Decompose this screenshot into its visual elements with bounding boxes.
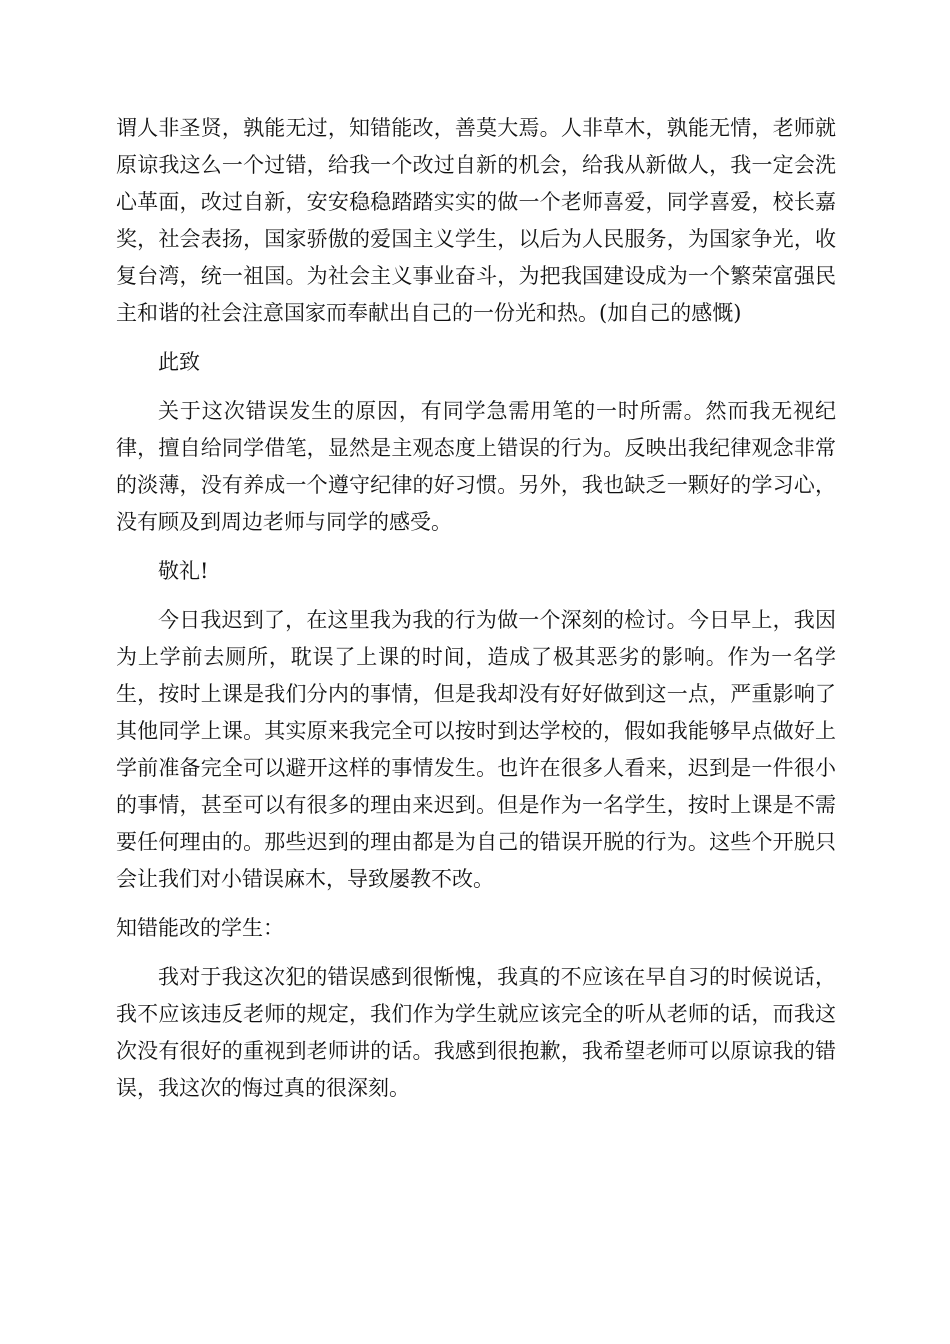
paragraph-reason: 关于这次错误发生的原因，有同学急需用笔的一时所需。然而我无视纪律，擅自给同学借笔，显然是主观态度上错误的行为。反映出我纪律观念非常的淡薄，没有养成一个遵守纪律的好习惯。另外，我也缺乏一颗好的学习心，没有顾及到周边老师与同学的感受。 — [116, 399, 836, 534]
document-body — [116, 110, 836, 1119]
closing-regards: 敬礼! — [158, 559, 209, 583]
paragraph-continuation: 谓人非圣贤，孰能无过，知错能改，善莫大焉。人非草木，孰能无情，老师就原谅我这么一个过错，给我一个改过自新的机会，给我从新做人，我一定会洗心革面，改过自新，安安稳稳踏踏实实的做一个老师喜爱，同学喜爱，校长嘉奖，社会表扬，国家骄傲的爱国主义学生，以后为人民服务，为国家争光，收复台湾，统一祖国。为社会主义事业奋斗，为把我国建设成为一个繁荣富强民主和谐的社会注意国家而奉献出自己的一份光和热。(加自己的感慨) — [116, 116, 836, 325]
paragraph-late-apology: 今日我迟到了，在这里我为我的行为做一个深刻的检讨。今日早上，我因为上学前去厕所，耽误了上课的时间，造成了极其恶劣的影响。作为一名学生，按时上课是我们分内的事情，但是我却没有好好做到这一点，严重影响了其他同学上课。其实原来我完全可以按时到达学校的，假如我能够早点做好上学前准备完全可以避开这样的事情发生。也许在很多人看来，迟到是一件很小的事情，甚至可以有很多的理由来迟到。但是作为一名学生，按时上课是不需要任何理由的。那些迟到的理由都是为自己的错误开脱的行为。这些个开脱只会让我们对小错误麻木，导致屡教不改。 — [116, 608, 836, 891]
addressee-line: 知错能改的学生： — [116, 916, 284, 940]
closing-salutation: 此致 — [158, 350, 200, 374]
paragraph-talking-apology: 我对于我这次犯的错误感到很惭愧，我真的不应该在早自习的时候说话，我不应该违反老师的规定，我们作为学生就应该完全的听从老师的话，而我这次没有很好的重视到老师讲的话。我感到很抱歉，我希望老师可以原谅我的错误，我这次的悔过真的很深刻。 — [116, 965, 836, 1100]
